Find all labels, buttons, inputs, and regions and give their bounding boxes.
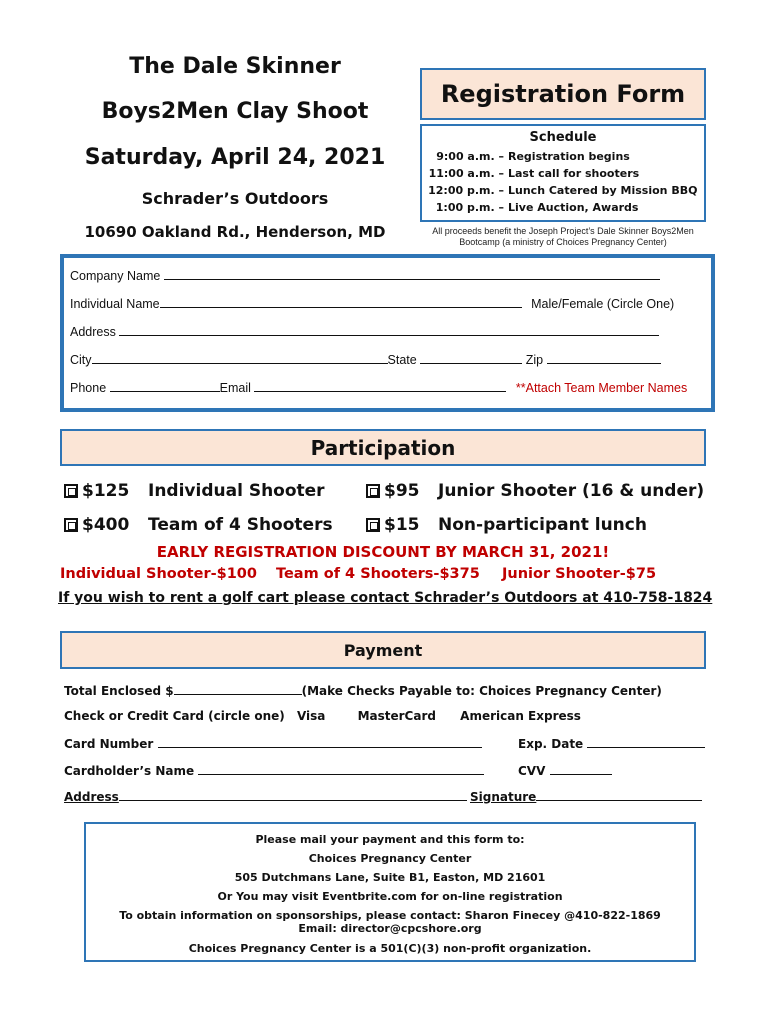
city-field[interactable]	[92, 352, 388, 364]
state-label: State	[387, 353, 417, 367]
checks-note: (Make Checks Payable to: Choices Pregnancy Center)	[301, 684, 662, 698]
card-mastercard[interactable]: MasterCard	[357, 709, 436, 723]
cvv-field[interactable]	[550, 763, 612, 775]
card-amex[interactable]: American Express	[460, 709, 581, 723]
golf-cart-note: If you wish to rent a golf cart please contact Schrader’s Outdoors at 410-758-1824	[58, 590, 713, 606]
option-team[interactable]: $400 Team of 4 Shooters	[64, 515, 333, 535]
zip-field[interactable]	[547, 352, 661, 364]
billing-address-label: Address	[64, 790, 119, 804]
cvv-label: CVV	[518, 764, 546, 778]
phone-field[interactable]	[110, 380, 220, 392]
schedule-item: 1:00 p.m. – Live Auction, Awards	[435, 201, 639, 214]
exp-field[interactable]	[587, 736, 705, 748]
company-label: Company Name	[70, 269, 161, 283]
sponsorship-line: To obtain information on sponsorships, please contact: Sharon Finecey @410-822-1869	[119, 909, 661, 922]
card-visa[interactable]: Visa	[296, 709, 326, 723]
billing-address-field[interactable]	[119, 789, 467, 801]
card-number-row	[64, 736, 482, 751]
early-discount-heading: EARLY REGISTRATION DISCOUNT BY MARCH 31, 2021!	[156, 543, 610, 561]
exp-label: Exp. Date	[518, 737, 584, 751]
schedule-box	[420, 124, 706, 222]
individual-label: Individual Name	[70, 297, 160, 311]
nonprofit-line: Choices Pregnancy Center is a 501(C)(3) non-profit organization.	[188, 942, 592, 955]
city-label: City	[70, 353, 92, 367]
event-venue: Schrader’s Outdoors	[141, 189, 329, 208]
event-date: Saturday, April 24, 2021	[84, 145, 386, 170]
total-field[interactable]	[174, 683, 302, 695]
mail-info-box	[84, 822, 696, 962]
checkbox-icon[interactable]	[64, 484, 78, 498]
gender-label: Male/Female (Circle One)	[531, 297, 675, 311]
schedule-item: 9:00 a.m. – Registration begins	[436, 150, 630, 163]
email-label: Email	[219, 381, 251, 395]
exp-row	[518, 736, 705, 751]
total-label: Total Enclosed $	[64, 684, 174, 698]
event-address: 10690 Oakland Rd., Henderson, MD	[84, 223, 386, 241]
registration-form-title: Registration Form	[420, 68, 706, 120]
zip-label: Zip	[525, 353, 544, 367]
card-number-label: Card Number	[64, 737, 154, 751]
option-individual[interactable]: $125 Individual Shooter	[64, 481, 325, 501]
schedule-item: 12:00 p.m. – Lunch Catered by Mission BBQ	[428, 184, 698, 197]
event-title-line2: Boys2Men Clay Shoot	[101, 99, 369, 124]
individual-field[interactable]	[160, 296, 522, 308]
mail-line: Or You may visit Eventbrite.com for on-line registration	[217, 890, 563, 903]
address-field[interactable]	[119, 324, 659, 336]
card-number-field[interactable]	[158, 736, 482, 748]
checkbox-icon[interactable]	[366, 518, 380, 532]
payment-method-row	[64, 709, 581, 723]
total-row	[64, 683, 662, 698]
company-field[interactable]	[164, 268, 660, 280]
attach-note: **Attach Team Member Names	[515, 381, 688, 395]
state-field[interactable]	[420, 352, 522, 364]
checkbox-icon[interactable]	[366, 484, 380, 498]
cardholder-label: Cardholder’s Name	[64, 764, 195, 778]
early-price-junior: Junior Shooter-$75	[502, 566, 657, 582]
billing-address-row	[64, 789, 467, 804]
signature-label: Signature	[470, 790, 537, 804]
participation-header: Participation	[60, 429, 706, 466]
cvv-row	[518, 763, 612, 778]
email-field[interactable]	[254, 380, 506, 392]
schedule-title: Schedule	[529, 130, 597, 145]
mail-line: 505 Dutchmans Lane, Suite B1, Easton, MD 21601	[234, 871, 546, 884]
email-line: Email: director@cpcshore.org	[298, 922, 482, 935]
early-price-individual: Individual Shooter-$100	[60, 566, 257, 582]
cardholder-row	[64, 763, 484, 778]
method-label: Check or Credit Card (circle one)	[64, 709, 285, 723]
checkbox-icon[interactable]	[64, 518, 78, 532]
contact-form	[60, 254, 715, 412]
schedule-item: 11:00 a.m. – Last call for shooters	[428, 167, 640, 180]
signature-row	[470, 789, 702, 804]
phone-label: Phone	[70, 381, 107, 395]
event-title-line1: The Dale Skinner	[129, 54, 341, 79]
option-lunch[interactable]: $15 Non-participant lunch	[366, 515, 647, 535]
payment-header: Payment	[60, 631, 706, 669]
cardholder-field[interactable]	[198, 763, 484, 775]
mail-line: Choices Pregnancy Center	[308, 852, 472, 865]
option-junior[interactable]: $95 Junior Shooter (16 & under)	[366, 481, 704, 501]
early-price-team: Team of 4 Shooters-$375	[276, 566, 480, 582]
signature-field[interactable]	[536, 789, 702, 801]
address-label: Address	[70, 325, 116, 339]
proceeds-note: All proceeds benefit the Joseph Project’s Dale Skinner Boys2Men Bootcamp (a ministry of Choices Pregnancy Center)	[432, 226, 694, 247]
mail-line: Please mail your payment and this form to:	[255, 833, 525, 846]
